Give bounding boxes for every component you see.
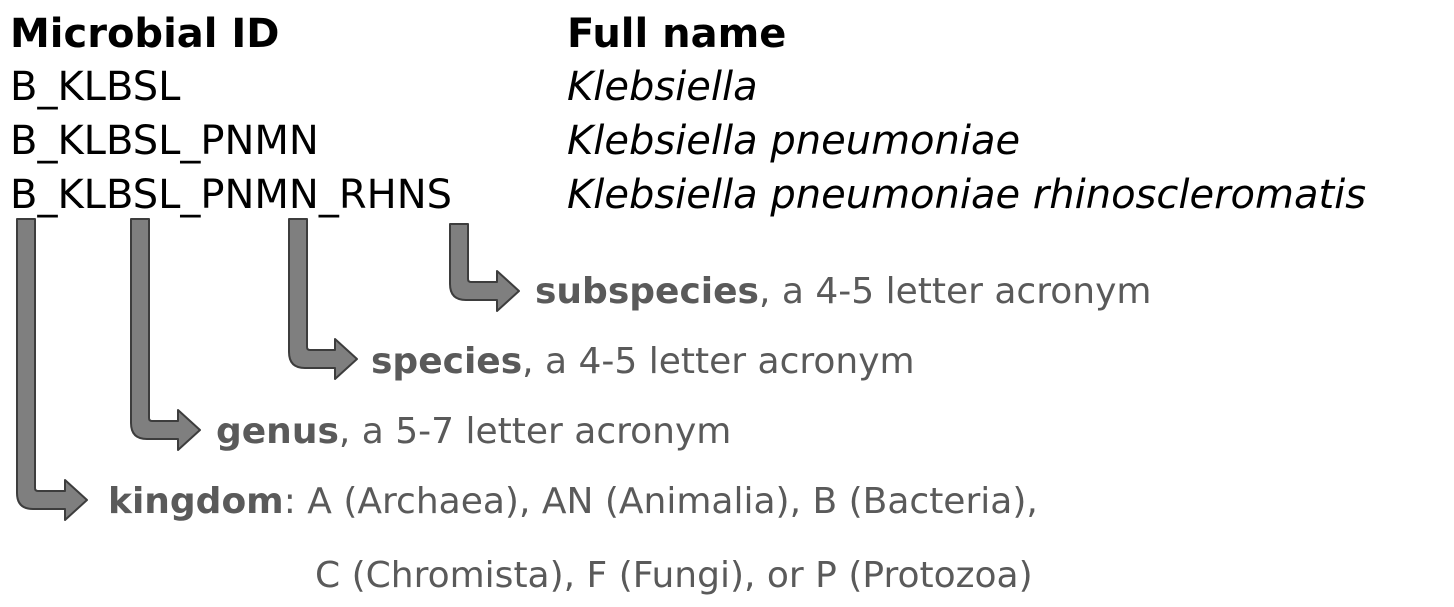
arrow-species: [289, 219, 357, 379]
annotation-kingdom-continued: C (Chromista), F (Fungi), or P (Protozoa): [315, 555, 1033, 596]
row-3-name: Klebsiella pneumoniae rhinoscleromatis: [567, 172, 1367, 218]
row-1-name: Klebsiella: [567, 64, 758, 110]
annotation-kingdom: [108, 481, 1038, 522]
annotation-genus: [216, 411, 732, 452]
row-1-id: B_KLBSL: [10, 64, 181, 110]
annotation-kingdom-term: kingdom: [108, 481, 284, 522]
annotation-genus-desc: , a 5-7 letter acronym: [338, 411, 732, 452]
annotation-species-term: species: [371, 341, 523, 382]
arrow-kingdom: [17, 219, 87, 520]
annotation-subspecies: [535, 271, 1152, 312]
row-2-name: Klebsiella pneumoniae: [567, 118, 1021, 164]
row-3-id: B_KLBSL_PNMN_RHNS: [10, 172, 453, 218]
header-microbial-id: Microbial ID: [10, 11, 280, 57]
annotation-species-desc: , a 4-5 letter acronym: [522, 341, 915, 382]
arrow-subspecies: [450, 224, 519, 311]
annotation-kingdom-desc: : A (Archaea), AN (Animalia), B (Bacteria),: [283, 481, 1038, 522]
annotation-subspecies-term: subspecies: [535, 271, 759, 312]
header-full-name: Full name: [567, 11, 787, 57]
annotation-genus-term: genus: [216, 411, 339, 452]
annotation-species: [371, 341, 915, 382]
arrow-genus: [131, 219, 200, 450]
row-2-id: B_KLBSL_PNMN: [10, 118, 319, 164]
annotation-subspecies-desc: , a 4-5 letter acronym: [758, 271, 1152, 312]
